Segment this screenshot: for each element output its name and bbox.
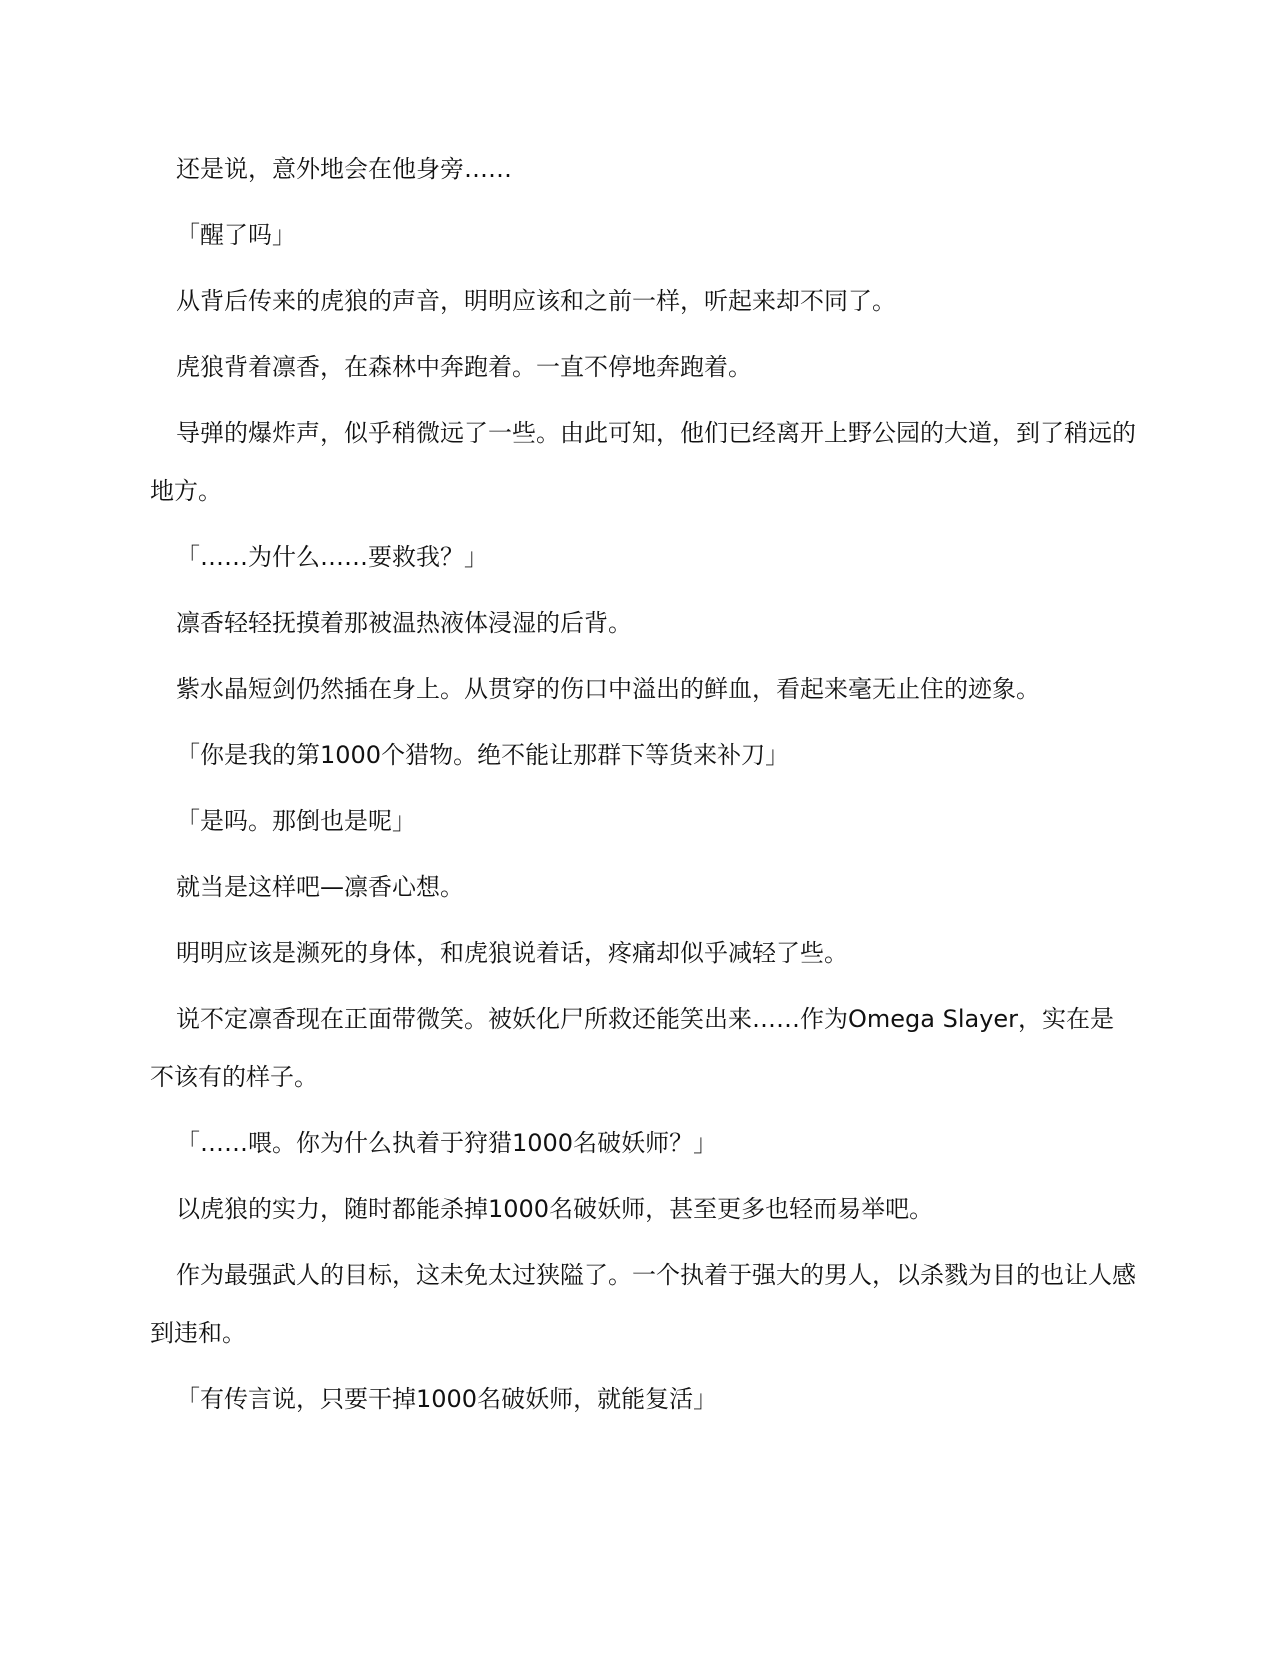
paragraph-11: 就当是这样吧—凛香心想。 — [176, 873, 464, 901]
paragraph-13: 说不定凛香现在正面带微笑。被妖化尸所救还能笑出来……作为Omega Slayer，实在是不该有的样子。 — [150, 1005, 1115, 1091]
paragraph-10: 「是吗。那倒也是呢」 — [176, 807, 416, 835]
paragraph-16: 作为最强武人的目标，这未免太过狭隘了。一个执着于强大的男人，以杀戮为目的也让人感到违和。 — [150, 1261, 1136, 1347]
paragraph-2: 「醒了吗」 — [176, 221, 296, 249]
paragraph-12: 明明应该是濒死的身体，和虎狼说着话，疼痛却似乎减轻了些。 — [176, 939, 848, 967]
paragraph-17: 「有传言说，只要干掉1000名破妖师，就能复活」 — [176, 1385, 718, 1413]
paragraph-4: 虎狼背着凛香，在森林中奔跑着。一直不停地奔跑着。 — [176, 353, 752, 381]
paragraph-3: 从背后传来的虎狼的声音，明明应该和之前一样，听起来却不同了。 — [176, 287, 896, 315]
paragraph-9: 「你是我的第1000个猎物。绝不能让那群下等货来补刀」 — [176, 741, 790, 769]
paragraph-8: 紫水晶短剑仍然插在身上。从贯穿的伤口中溢出的鲜血，看起来毫无止住的迹象。 — [176, 675, 1040, 703]
paragraph-15: 以虎狼的实力，随时都能杀掉1000名破妖师，甚至更多也轻而易举吧。 — [176, 1195, 934, 1223]
paragraph-14: 「……喂。你为什么执着于狩猎1000名破妖师？」 — [176, 1129, 718, 1157]
text-body — [150, 140, 1136, 1436]
paragraph-7: 凛香轻轻抚摸着那被温热液体浸湿的后背。 — [176, 609, 632, 637]
paragraph-6: 「……为什么……要救我？」 — [176, 543, 488, 571]
paragraph-1: 还是说，意外地会在他身旁…… — [176, 155, 512, 183]
paragraph-5: 导弹的爆炸声，似乎稍微远了一些。由此可知，他们已经离开上野公园的大道，到了稍远的地方。 — [150, 419, 1136, 505]
